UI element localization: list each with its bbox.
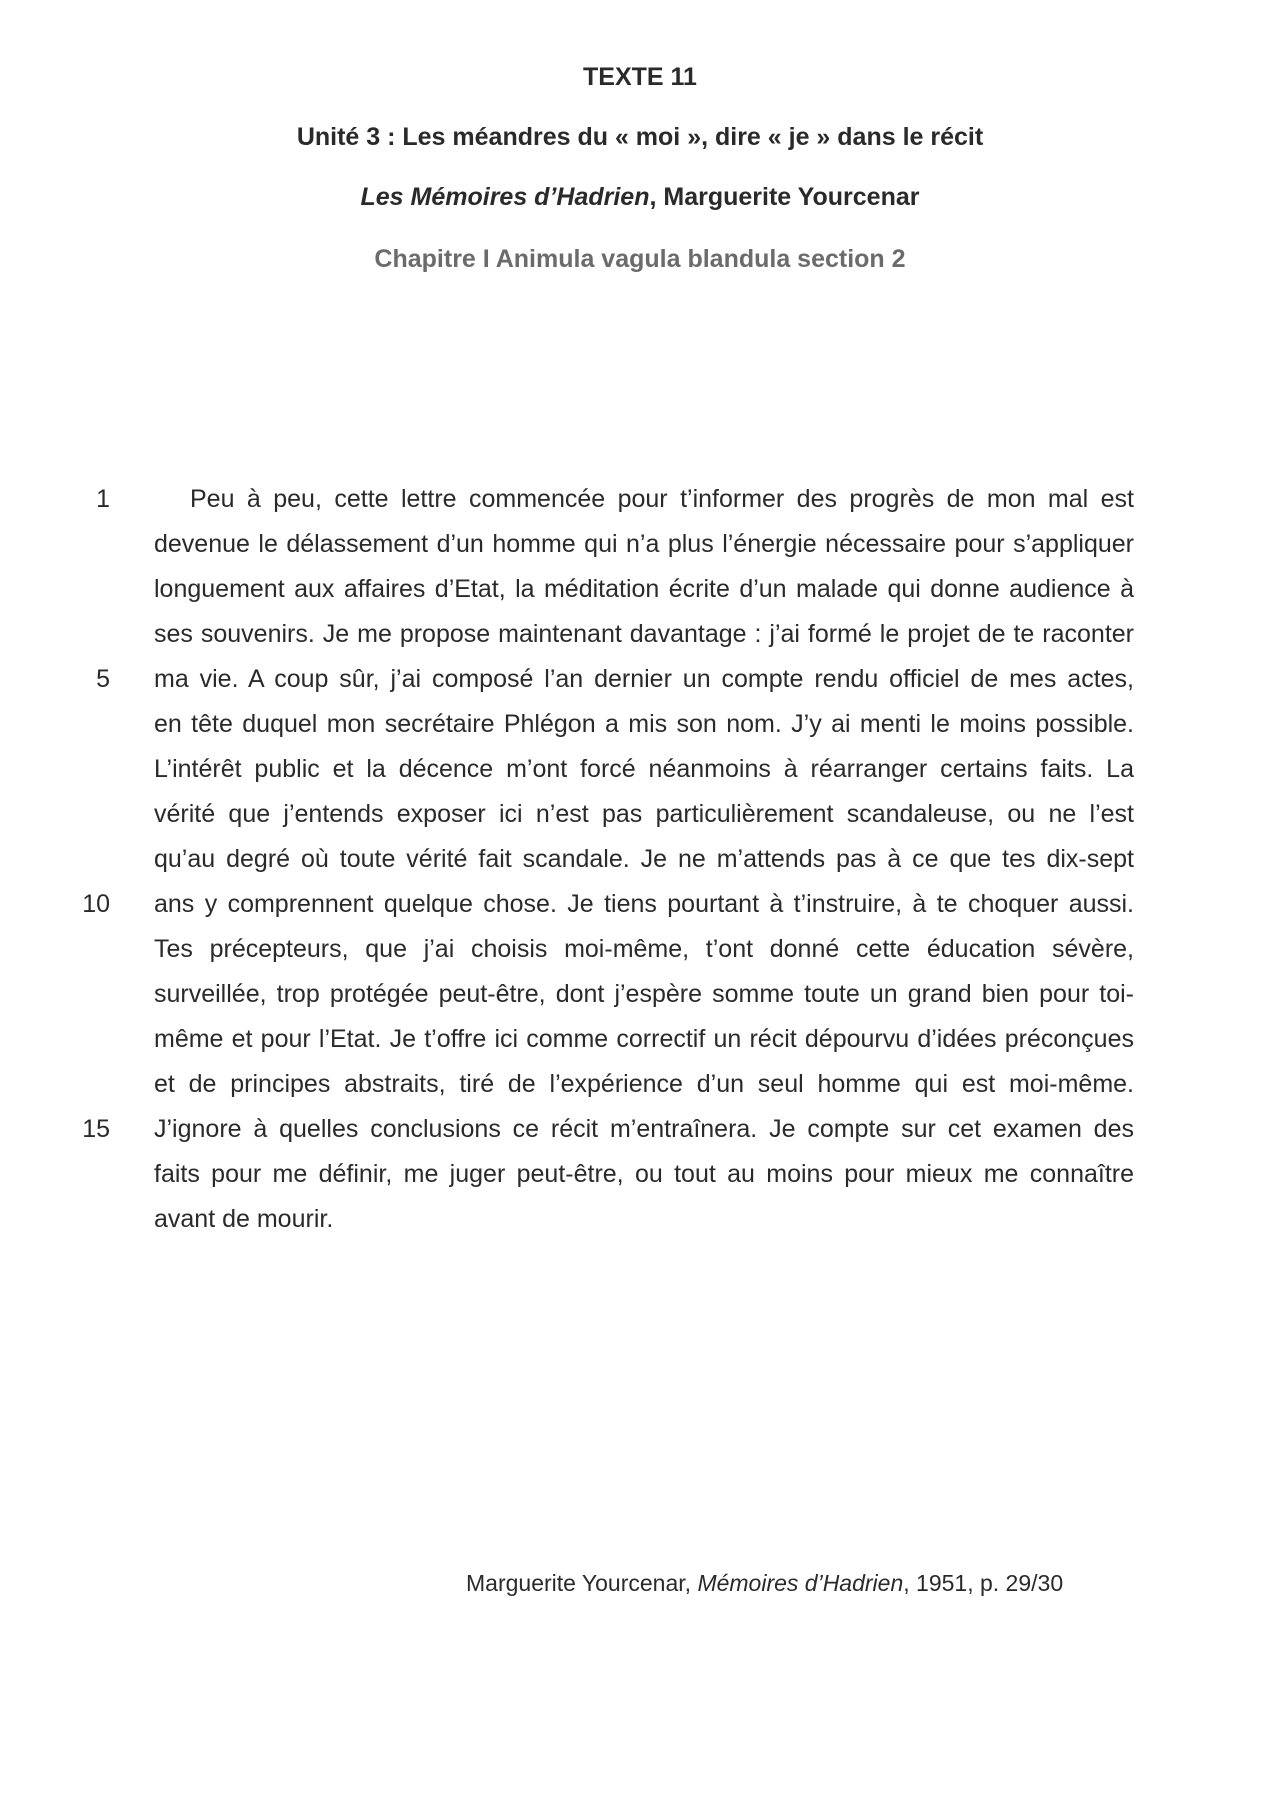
chapter-heading: Chapitre I Animula vagula blandula section 2 bbox=[374, 245, 906, 273]
book-heading bbox=[0, 182, 1280, 212]
line-number: 1 bbox=[96, 485, 110, 513]
passage-line: J’ignore à quelles conclusions ce récit m’entraînera. Je compte sur cet examen des bbox=[154, 1115, 1134, 1143]
passage-line: avant de mourir. bbox=[154, 1205, 334, 1233]
passage-line: qu’au degré où toute vérité fait scandale. Je ne m’attends pas à ce que tes dix-sept bbox=[154, 845, 1134, 873]
passage-line: ma vie. A coup sûr, j’ai composé l’an dernier un compte rendu officiel de mes actes, bbox=[154, 665, 1134, 693]
passage-line: et de principes abstraits, tiré de l’expérience d’un seul homme qui est moi-même. bbox=[154, 1070, 1134, 1098]
passage-line: faits pour me définir, me juger peut-être, ou tout au moins pour mieux me connaître bbox=[154, 1160, 1134, 1188]
passage-text bbox=[154, 479, 1134, 1244]
passage-line: vérité que j’entends exposer ici n’est pas particulièrement scandaleuse, ou ne l’est bbox=[154, 800, 1134, 828]
passage-line: Tes précepteurs, que j’ai choisis moi-même, t’ont donné cette éducation sévère, bbox=[154, 935, 1134, 963]
line-number: 15 bbox=[82, 1115, 110, 1143]
passage-line: même et pour l’Etat. Je t’offre ici comme correctif un récit dépourvu d’idées préconçues bbox=[154, 1025, 1134, 1053]
passage-line: ans y comprennent quelque chose. Je tiens pourtant à t’instruire, à te choquer aussi. bbox=[154, 890, 1134, 918]
citation-author: Marguerite Yourcenar, bbox=[466, 1570, 698, 1596]
passage-line: L’intérêt public et la décence m’ont forcé néanmoins à réarranger certains faits. La bbox=[154, 755, 1134, 783]
line-number: 10 bbox=[82, 890, 110, 918]
passage-line: longuement aux affaires d’Etat, la méditation écrite d’un malade qui donne audience à bbox=[154, 575, 1134, 603]
book-author: , Marguerite Yourcenar bbox=[649, 183, 920, 211]
document-title: TEXTE 11 bbox=[583, 63, 697, 91]
passage-line: en tête duquel mon secrétaire Phlégon a mis son nom. J’y ai menti le moins possible. bbox=[154, 710, 1134, 738]
citation-work: Mémoires d’Hadrien bbox=[697, 1570, 904, 1596]
book-title: Les Mémoires d’Hadrien bbox=[360, 183, 650, 211]
passage-line: devenue le délassement d’un homme qui n’a plus l’énergie nécessaire pour s’appliquer bbox=[154, 530, 1134, 558]
passage-line: surveillée, trop protégée peut-être, dont j’espère somme toute un grand bien pour toi- bbox=[154, 980, 1134, 1008]
passage-line: Peu à peu, cette lettre commencée pour t’informer des progrès de mon mal est bbox=[190, 485, 1134, 513]
unit-heading: Unité 3 : Les méandres du « moi », dire « je » dans le récit bbox=[296, 123, 984, 151]
passage-line: ses souvenirs. Je me propose maintenant davantage : j’ai formé le projet de te raconter bbox=[154, 620, 1134, 648]
citation-details: , 1951, p. 29/30 bbox=[903, 1570, 1064, 1596]
line-number: 5 bbox=[96, 665, 110, 693]
source-citation bbox=[466, 1568, 1063, 1598]
